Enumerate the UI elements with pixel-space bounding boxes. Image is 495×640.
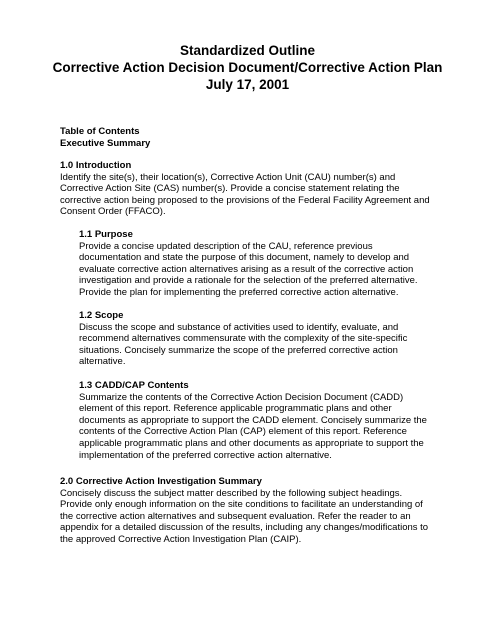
body-line: Provide only enough information on the site conditions to facilitate an understanding of xyxy=(60,499,423,511)
title-line: Standardized Outline xyxy=(179,43,315,58)
body-line: investigation and provide a rationale for the selection of the preferred alternative. xyxy=(79,275,418,287)
section-scope xyxy=(79,310,439,368)
body-line: corrective action being proposed to the provisions of the Federal Facility Agreement and xyxy=(60,194,430,206)
section-introduction xyxy=(60,160,440,218)
body-line: Provide a concise updated description of the CAU, reference previous xyxy=(79,240,373,252)
body-line: Corrective Action Site (CAS) number(s). Provide a concise statement relating the xyxy=(60,183,400,195)
body-line: alternative. xyxy=(79,356,126,368)
body-line: Consent Order (FFACO). xyxy=(60,206,166,218)
body-line: documentation and state the purpose of this document, namely to develop and xyxy=(79,252,410,264)
body-line: Provide the plan for implementing the preferred corrective action alternative. xyxy=(79,286,399,298)
section-purpose xyxy=(79,229,439,299)
body-line: the approved Corrective Action Investigation Plan (CAIP). xyxy=(60,533,302,545)
section-heading: 1.3 CADD/CAP Contents xyxy=(79,380,189,391)
body-line: Concisely discuss the subject matter described by the following subject headings. xyxy=(60,487,403,499)
executive-summary-heading: Executive Summary xyxy=(60,137,151,149)
body-line: Identify the site(s), their location(s), Corrective Action Unit (CAU) number(s) and xyxy=(60,171,396,183)
table-of-contents xyxy=(60,126,440,149)
section-heading: 1.1 Purpose xyxy=(79,229,133,240)
title-line: Corrective Action Decision Document/Corrective Action Plan xyxy=(52,60,443,75)
body-line: recommend alternatives commensurate with the complexity of the site-specific xyxy=(79,333,408,345)
body-line: Discuss the scope and substance of activities used to identify, evaluate, and xyxy=(79,321,399,333)
title-line: July 17, 2001 xyxy=(205,77,290,92)
body-line: applicable programmatic plans and other documents as appropriate to support the xyxy=(79,437,424,449)
section-heading: 2.0 Corrective Action Investigation Summary xyxy=(60,476,262,487)
body-line: situations. Concisely summarize the scope of the preferred corrective action xyxy=(79,344,398,356)
section-heading: 1.0 Introduction xyxy=(60,160,132,171)
body-line: element of this report. Reference applicable programmatic plans and other xyxy=(79,403,392,415)
section-heading: 1.2 Scope xyxy=(79,310,124,321)
body-line: implementation of the preferred corrective action alternative. xyxy=(79,449,332,461)
body-line: documents as appropriate to support the CADD element. Concisely summarize the xyxy=(79,414,427,426)
body-line: the corrective action alternatives and subsequent evaluation. Refer the reader to an xyxy=(60,510,411,522)
document-title xyxy=(0,42,495,93)
body-line: contents of the Corrective Action Plan (CAP) element of this report. Reference xyxy=(79,426,407,438)
body-line: appendix for a detailed discussion of the results, including any changes/modifications to xyxy=(60,522,429,534)
section-corrective-action-investigation-summary xyxy=(60,476,440,546)
section-cadd-cap-contents xyxy=(79,380,439,461)
body-line: evaluate corrective action alternatives arising as a result of the corrective action xyxy=(79,263,414,275)
body-line: Summarize the contents of the Corrective Action Decision Document (CADD) xyxy=(79,391,404,403)
toc-heading: Table of Contents xyxy=(60,126,140,137)
